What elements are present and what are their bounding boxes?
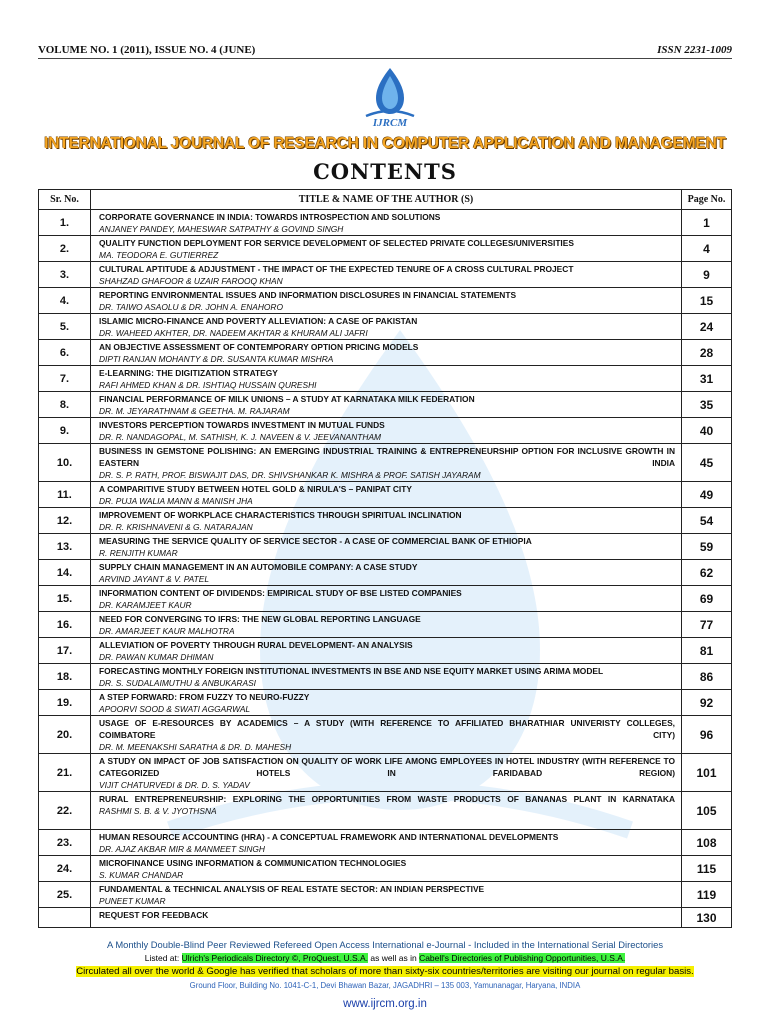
row-page-no: 130 [682, 908, 732, 928]
row-title-cell [91, 560, 682, 586]
row-title-cell [91, 664, 682, 690]
article-title[interactable]: MEASURING THE SERVICE QUALITY OF SERVICE SECTOR - A CASE OF COMMERCIAL BANK OF ETHIOPIA [99, 536, 532, 546]
listing-prefix: Listed at: [144, 953, 182, 963]
table-row [39, 366, 732, 392]
table-row [39, 612, 732, 638]
row-sr-no: 18. [39, 664, 91, 690]
row-page-no: 15 [682, 288, 732, 314]
row-page-no: 4 [682, 236, 732, 262]
article-title[interactable]: FUNDAMENTAL & TECHNICAL ANALYSIS OF REAL ESTATE SECTOR: AN INDIAN PERSPECTIVE [99, 884, 485, 894]
article-authors: RASHMI S. B. & V. JYOTHSNA [99, 806, 217, 816]
row-title-cell [91, 444, 682, 482]
row-page-no: 96 [682, 716, 732, 754]
listing-cabell: Cabell's Directories of Publishing Opportunities, U.S.A. [419, 953, 626, 963]
row-page-no: 77 [682, 612, 732, 638]
article-title[interactable]: IMPROVEMENT OF WORKPLACE CHARACTERISTICS THROUGH SPIRITUAL INCLINATION [99, 510, 462, 520]
article-title[interactable]: FINANCIAL PERFORMANCE OF MILK UNIONS – A STUDY AT KARNATAKA MILK FEDERATION [99, 394, 475, 404]
article-title[interactable]: FORECASTING MONTHLY FOREIGN INSTITUTIONAL INVESTMENTS IN BSE AND NSE EQUITY MARKET USING ARIMA MODEL [99, 666, 604, 676]
article-authors: DR. AMARJEET KAUR MALHOTRA [99, 626, 235, 636]
table-row [39, 210, 732, 236]
row-title-cell [91, 314, 682, 340]
row-page-no: 24 [682, 314, 732, 340]
article-title[interactable]: USAGE OF E-RESOURCES BY ACADEMICS – A STUDY (WITH REFERENCE TO AFFILIATED BHARATHIAR UNIVERISTY COLLEGES, COIMBATORE CITY) [99, 718, 675, 740]
row-sr-no: 1. [39, 210, 91, 236]
row-sr-no: 7. [39, 366, 91, 392]
row-page-no: 1 [682, 210, 732, 236]
row-title-cell [91, 792, 682, 830]
row-sr-no: 21. [39, 754, 91, 792]
table-row [39, 236, 732, 262]
row-page-no: 28 [682, 340, 732, 366]
table-row [39, 482, 732, 508]
row-sr-no: 5. [39, 314, 91, 340]
article-title[interactable]: HUMAN RESOURCE ACCOUNTING (HRA) - A CONCEPTUAL FRAMEWORK AND INTERNATIONAL DEVELOPMENTS [99, 832, 559, 842]
row-sr-no: 17. [39, 638, 91, 664]
table-row [39, 690, 732, 716]
table-row [39, 664, 732, 690]
table-row [39, 716, 732, 754]
row-sr-no: 16. [39, 612, 91, 638]
row-title-cell [91, 262, 682, 288]
article-title[interactable]: ISLAMIC MICRO-FINANCE AND POVERTY ALLEVIATION: A CASE OF PAKISTAN [99, 316, 418, 326]
row-page-no: 81 [682, 638, 732, 664]
row-sr-no: 13. [39, 534, 91, 560]
article-authors: RAFI AHMED KHAN & DR. ISHTIAQ HUSSAIN QURESHI [99, 380, 317, 390]
row-title-cell [91, 508, 682, 534]
article-authors: DIPTI RANJAN MOHANTY & DR. SUSANTA KUMAR MISHRA [99, 354, 334, 364]
row-title-cell [91, 288, 682, 314]
table-row [39, 908, 732, 928]
circulation-text: Circulated all over the world & Google has verified that scholars of more than sixty-six countries/territories are visiting our journal on regular basis. [76, 966, 694, 977]
table-row [39, 882, 732, 908]
article-authors: SHAHZAD GHAFOOR & UZAIR FAROOQ KHAN [99, 276, 283, 286]
listing-mid: as well as in [368, 953, 420, 963]
row-sr-no: 11. [39, 482, 91, 508]
journal-title: INTERNATIONAL JOURNAL OF RESEARCH IN COMPUTER APPLICATION AND MANAGEMENT [44, 135, 726, 152]
article-title[interactable]: INFORMATION CONTENT OF DIVIDENDS: EMPIRICAL STUDY OF BSE LISTED COMPANIES [99, 588, 462, 598]
row-page-no: 54 [682, 508, 732, 534]
article-authors: DR. KARAMJEET KAUR [99, 600, 192, 610]
row-sr-no: 6. [39, 340, 91, 366]
table-row [39, 792, 732, 830]
row-page-no: 45 [682, 444, 732, 482]
row-title-cell [91, 856, 682, 882]
article-title[interactable]: REQUEST FOR FEEDBACK [99, 910, 209, 920]
ijrcm-logo [360, 66, 420, 130]
article-authors: DR. R. NANDAGOPAL, M. SATHISH, K. J. NAVEEN & V. JEEVANANTHAM [99, 432, 382, 442]
article-authors: MA. TEODORA E. GUTIERREZ [99, 250, 219, 260]
row-page-no: 59 [682, 534, 732, 560]
row-sr-no: 25. [39, 882, 91, 908]
article-title[interactable]: CORPORATE GOVERNANCE IN INDIA: TOWARDS INTROSPECTION AND SOLUTIONS [99, 212, 441, 222]
table-row [39, 262, 732, 288]
row-title-cell [91, 418, 682, 444]
page-header [38, 44, 732, 59]
article-authors: DR. PAWAN KUMAR DHIMAN [99, 652, 214, 662]
table-row [39, 314, 732, 340]
table-row [39, 856, 732, 882]
row-sr-no: 4. [39, 288, 91, 314]
row-sr-no: 15. [39, 586, 91, 612]
row-page-no: 35 [682, 392, 732, 418]
row-sr-no: 19. [39, 690, 91, 716]
article-authors: R. RENJITH KUMAR [99, 548, 178, 558]
row-title-cell [91, 882, 682, 908]
article-authors: DR. S. P. RATH, PROF. BISWAJIT DAS, DR. SHIVSHANKAR K. MISHRA & PROF. SATISH JAYARAM [99, 470, 481, 480]
article-title[interactable]: NEED FOR CONVERGING TO IFRS: THE NEW GLOBAL REPORTING LANGUAGE [99, 614, 421, 624]
row-title-cell [91, 908, 682, 928]
row-sr-no: 10. [39, 444, 91, 482]
journal-url-link[interactable]: www.ijrcm.org.in [343, 998, 427, 1010]
article-authors: DR. M. JEYARATHNAM & GEETHA. M. RAJARAM [99, 406, 290, 416]
volume-issue: VOLUME NO. 1 (2011), ISSUE NO. 4 (JUNE) [38, 44, 256, 56]
row-title-cell [91, 716, 682, 754]
row-page-no: 108 [682, 830, 732, 856]
article-title[interactable]: A STUDY ON IMPACT OF JOB SATISFACTION ON QUALITY OF WORK LIFE AMONG EMPLOYEES IN HOTEL INDUSTRY (WITH REFERENCE TO CATEGORIZED HOTELS IN FARIDABAD REGION) [99, 756, 675, 778]
listing-ulrich: Ulrich's Periodicals Directory ©, ProQuest, U.S.A. [181, 953, 369, 963]
article-authors: DR. M. MEENAKSHI SARATHA & DR. D. MAHESH [99, 742, 292, 752]
article-title[interactable]: ALLEVIATION OF POVERTY THROUGH RURAL DEVELOPMENT- AN ANALYSIS [99, 640, 413, 650]
article-title[interactable]: QUALITY FUNCTION DEPLOYMENT FOR SERVICE DEVELOPMENT OF SELECTED PRIVATE COLLEGES/UNIVERSITIES [99, 238, 574, 248]
table-row [39, 560, 732, 586]
table-row [39, 586, 732, 612]
table-row [39, 340, 732, 366]
table-row [39, 638, 732, 664]
row-page-no: 86 [682, 664, 732, 690]
article-authors: DR. AJAZ AKBAR MIR & MANMEET SINGH [99, 844, 265, 854]
row-sr-no: 14. [39, 560, 91, 586]
article-authors: ANJANEY PANDEY, MAHESWAR SATPATHY & GOVIND SINGH [99, 224, 344, 234]
table-row [39, 418, 732, 444]
row-sr-no: 8. [39, 392, 91, 418]
row-title-cell [91, 482, 682, 508]
article-authors: VIJIT CHATURVEDI & DR. D. S. YADAV [99, 780, 250, 790]
article-authors: DR. WAHEED AKHTER, DR. NADEEM AKHTAR & KHURAM ALI JAFRI [99, 328, 368, 338]
table-row [39, 534, 732, 560]
table-row [39, 508, 732, 534]
footer-circulation [0, 966, 770, 977]
row-page-no: 105 [682, 792, 732, 830]
row-page-no: 62 [682, 560, 732, 586]
contents-title: CONTENTS [313, 159, 457, 184]
svg-text:IJRCM: IJRCM [372, 117, 408, 129]
row-page-no: 92 [682, 690, 732, 716]
article-authors: PUNEET KUMAR [99, 896, 166, 906]
article-authors: DR. S. SUDALAIMUTHU & ANBUKARASI [99, 678, 256, 688]
article-authors: DR. PUJA WALIA MANN & MANISH JHA [99, 496, 253, 506]
row-title-cell [91, 392, 682, 418]
header-sr-no: Sr. No. [39, 190, 91, 210]
table-row [39, 830, 732, 856]
row-sr-no: 3. [39, 262, 91, 288]
row-title-cell [91, 638, 682, 664]
row-sr-no: 23. [39, 830, 91, 856]
row-page-no: 119 [682, 882, 732, 908]
header-title-author: TITLE & NAME OF THE AUTHOR (S) [91, 190, 682, 210]
table-header-row [39, 190, 732, 210]
row-sr-no: 24. [39, 856, 91, 882]
row-sr-no: 9. [39, 418, 91, 444]
issn: ISSN 2231-1009 [657, 44, 732, 56]
row-title-cell [91, 754, 682, 792]
row-page-no: 115 [682, 856, 732, 882]
row-page-no: 101 [682, 754, 732, 792]
article-title[interactable]: AN OBJECTIVE ASSESSMENT OF CONTEMPORARY OPTION PRICING MODELS [99, 342, 419, 352]
article-authors: S. KUMAR CHANDAR [99, 870, 184, 880]
contents-table [38, 189, 732, 928]
article-authors: DR. R. KRISHNAVENI & G. NATARAJAN [99, 522, 253, 532]
footer-address: Ground Floor, Building No. 1041-C-1, Devi Bhawan Bazar, JAGADHRI – 135 003, Yamunanagar, Haryana, INDIA [189, 981, 581, 990]
row-sr-no: 20. [39, 716, 91, 754]
footer-listing [0, 953, 770, 963]
row-title-cell [91, 236, 682, 262]
article-title[interactable]: A COMPARITIVE STUDY BETWEEN HOTEL GOLD & NIRULA'S – PANIPAT CITY [99, 484, 412, 494]
article-authors: APOORVI SOOD & SWATI AGGARWAL [99, 704, 251, 714]
row-sr-no [39, 908, 91, 928]
article-title[interactable]: REPORTING ENVIRONMENTAL ISSUES AND INFORMATION DISCLOSURES IN FINANCIAL STATEMENTS [99, 290, 517, 300]
row-sr-no: 22. [39, 792, 91, 830]
article-title[interactable]: RURAL ENTREPRENEURSHIP: EXPLORING THE OPPORTUNITIES FROM WASTE PRODUCTS OF BANANAS PLANT IN KARNATAKA [99, 794, 675, 804]
row-sr-no: 12. [39, 508, 91, 534]
row-title-cell [91, 366, 682, 392]
article-title[interactable]: A STEP FORWARD: FROM FUZZY TO NEURO-FUZZY [99, 692, 310, 702]
row-title-cell [91, 586, 682, 612]
header-page-no: Page No. [682, 190, 732, 210]
article-title[interactable]: MICROFINANCE USING INFORMATION & COMMUNICATION TECHNOLOGIES [99, 858, 407, 868]
article-title[interactable]: SUPPLY CHAIN MANAGEMENT IN AN AUTOMOBILE COMPANY: A CASE STUDY [99, 562, 418, 572]
row-page-no: 40 [682, 418, 732, 444]
article-title[interactable]: CULTURAL APTITUDE & ADJUSTMENT - THE IMPACT OF THE EXPECTED TENURE OF A CROSS CULTURAL PROJECT [99, 264, 574, 274]
row-title-cell [91, 612, 682, 638]
row-title-cell [91, 690, 682, 716]
row-page-no: 69 [682, 586, 732, 612]
article-title[interactable]: E-LEARNING: THE DIGITIZATION STRATEGY [99, 368, 278, 378]
article-authors: ARVIND JAYANT & V. PATEL [99, 574, 209, 584]
article-authors: DR. TAIWO ASAOLU & DR. JOHN A. ENAHORO [99, 302, 283, 312]
table-row [39, 392, 732, 418]
article-title[interactable]: BUSINESS IN GEMSTONE POLISHING: AN EMERGING INDUSTRIAL TRAINING & ENTREPRENEURSHIP OPTION FOR INCLUSIVE GROWTH IN EASTERN INDIA [99, 446, 675, 468]
row-page-no: 9 [682, 262, 732, 288]
row-sr-no: 2. [39, 236, 91, 262]
row-title-cell [91, 534, 682, 560]
row-title-cell [91, 830, 682, 856]
footer-description: A Monthly Double-Blind Peer Reviewed Refereed Open Access International e-Journal - Included in the International Serial Directories [106, 939, 664, 950]
table-row [39, 288, 732, 314]
table-row [39, 444, 732, 482]
row-page-no: 49 [682, 482, 732, 508]
table-row [39, 754, 732, 792]
row-title-cell [91, 340, 682, 366]
row-page-no: 31 [682, 366, 732, 392]
row-title-cell [91, 210, 682, 236]
article-title[interactable]: INVESTORS PERCEPTION TOWARDS INVESTMENT IN MUTUAL FUNDS [99, 420, 385, 430]
